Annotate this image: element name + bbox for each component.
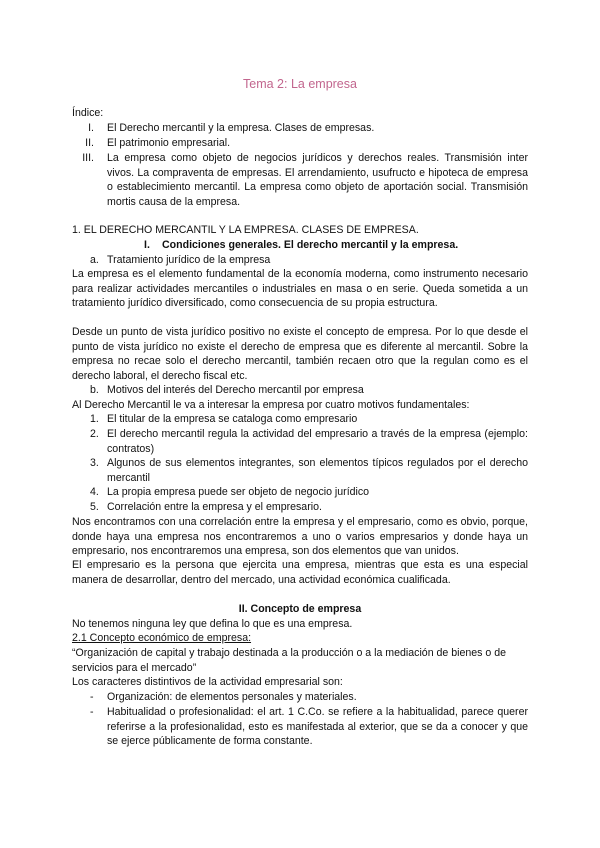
- point-b-label: b.: [90, 384, 99, 396]
- index-item-text: La empresa como objeto de negocios jurídicos y derechos reales. Transmisión inter vivos. La compraventa de empresas. El arrendamiento, usufructo e hipoteca de empresa o establecimiento mercantil. La empresa como objeto de aportación social. Transmisión mortis causa de la empresa.: [107, 152, 528, 208]
- numbered-item-text: Correlación entre la empresa y el empresario.: [107, 501, 322, 513]
- bullet-text: Organización: de elementos personales y materiales.: [107, 691, 357, 703]
- paragraph: El empresario es la persona que ejercita una empresa, mientras que esta es una especial manera de desarrollar, dentro del mercado, una actividad económica cualificada.: [72, 559, 528, 586]
- index-item: [72, 121, 528, 136]
- numbered-item-text: El titular de la empresa se cataloga como empresario: [107, 413, 358, 425]
- section-heading: 1. EL DERECHO MERCANTIL Y LA EMPRESA. CLASES DE EMPRESA.: [72, 224, 419, 236]
- numbered-item-number: 3.: [90, 457, 99, 469]
- numbered-item: [72, 412, 528, 427]
- numbered-item-number: 1.: [90, 413, 99, 425]
- subsection-number: I.: [144, 239, 150, 251]
- paragraph: Nos encontramos con una correlación entre la empresa y el empresario, como es obvio, porque, donde haya una empresa nos encontraremos a uno o varios empresarios y donde haya un empresario, nos encontraremos una empresa, son dos elementos que van unidos.: [72, 516, 528, 558]
- paragraph: No tenemos ninguna ley que defina lo que es una empresa.: [72, 618, 353, 630]
- paragraph: La empresa es el elemento fundamental de la economía moderna, como instrumento necesario para realizar actividades mercantiles o industriales en masa o en serie. Queda sometida a un tratamiento jurídico diversificado, como consecuencia de su propia estructura.: [72, 268, 528, 310]
- index-item: [72, 151, 528, 209]
- numbered-item-text: El derecho mercantil regula la actividad del empresario a través de la empresa (ejemplo: contratos): [107, 428, 528, 455]
- subsection-title: Condiciones generales. El derecho mercantil y la empresa.: [162, 239, 459, 251]
- subsection-heading: 2.1 Concepto económico de empresa:: [72, 632, 252, 644]
- numbered-item: [72, 500, 528, 515]
- index-item-text: El Derecho mercantil y la empresa. Clases de empresas.: [107, 122, 375, 134]
- bullet-item: [72, 705, 528, 749]
- numbered-item: [72, 485, 528, 500]
- bullet-dash: -: [90, 706, 94, 718]
- numbered-item-text: Algunos de sus elementos integrantes, son elementos típicos regulados por el derecho mercantil: [107, 457, 528, 484]
- paragraph: Los caracteres distintivos de la actividad empresarial son:: [72, 676, 343, 688]
- numbered-item: [72, 456, 528, 485]
- point-b-title: Motivos del interés del Derecho mercantil por empresa: [107, 384, 364, 396]
- paragraph: Desde un punto de vista jurídico positivo no existe el concepto de empresa. Por lo que desde el punto de vista jurídico no existe el derecho de empresa que es diferente al mercantil. Sobre la empresa no recae solo el derecho mercantil, también recaen otro que la regulan como es el derecho laboral, el derecho fiscal etc.: [72, 326, 528, 382]
- index-item-number: I.: [88, 122, 94, 134]
- index-item: [72, 136, 528, 151]
- document-title: Tema 2: La empresa: [243, 77, 357, 91]
- point-a-title: Tratamiento jurídico de la empresa: [107, 254, 271, 266]
- numbered-item-text: La propia empresa puede ser objeto de negocio jurídico: [107, 486, 370, 498]
- paragraph: Al Derecho Mercantil le va a interesar la empresa por cuatro motivos fundamentales:: [72, 399, 470, 411]
- index-item-number: II.: [85, 137, 94, 149]
- numbered-item-number: 4.: [90, 486, 99, 498]
- section-heading: II. Concepto de empresa: [238, 603, 362, 615]
- numbered-item-number: 2.: [90, 428, 99, 440]
- index-label: Índice:: [72, 107, 104, 119]
- index-item-text: El patrimonio empresarial.: [107, 137, 231, 149]
- quote: “Organización de capital y trabajo destinada a la producción o a la mediación de bienes o de servicios para el mercado”: [72, 647, 507, 674]
- bullet-item: [72, 690, 528, 705]
- numbered-item-number: 5.: [90, 501, 99, 513]
- index-item-number: III.: [82, 152, 94, 164]
- bullet-dash: -: [90, 691, 94, 703]
- point-a-label: a.: [90, 254, 99, 266]
- subsection-heading-wrap: [72, 631, 528, 646]
- bullet-text: Habitualidad o profesionalidad: el art. 1 C.Co. se refiere a la habitualidad, parece querer referirse a la profesionalidad, esto es manifestada al exterior, que se da a conocer y que se ejerce públicamente de forma constante.: [107, 706, 528, 748]
- numbered-item: [72, 427, 528, 456]
